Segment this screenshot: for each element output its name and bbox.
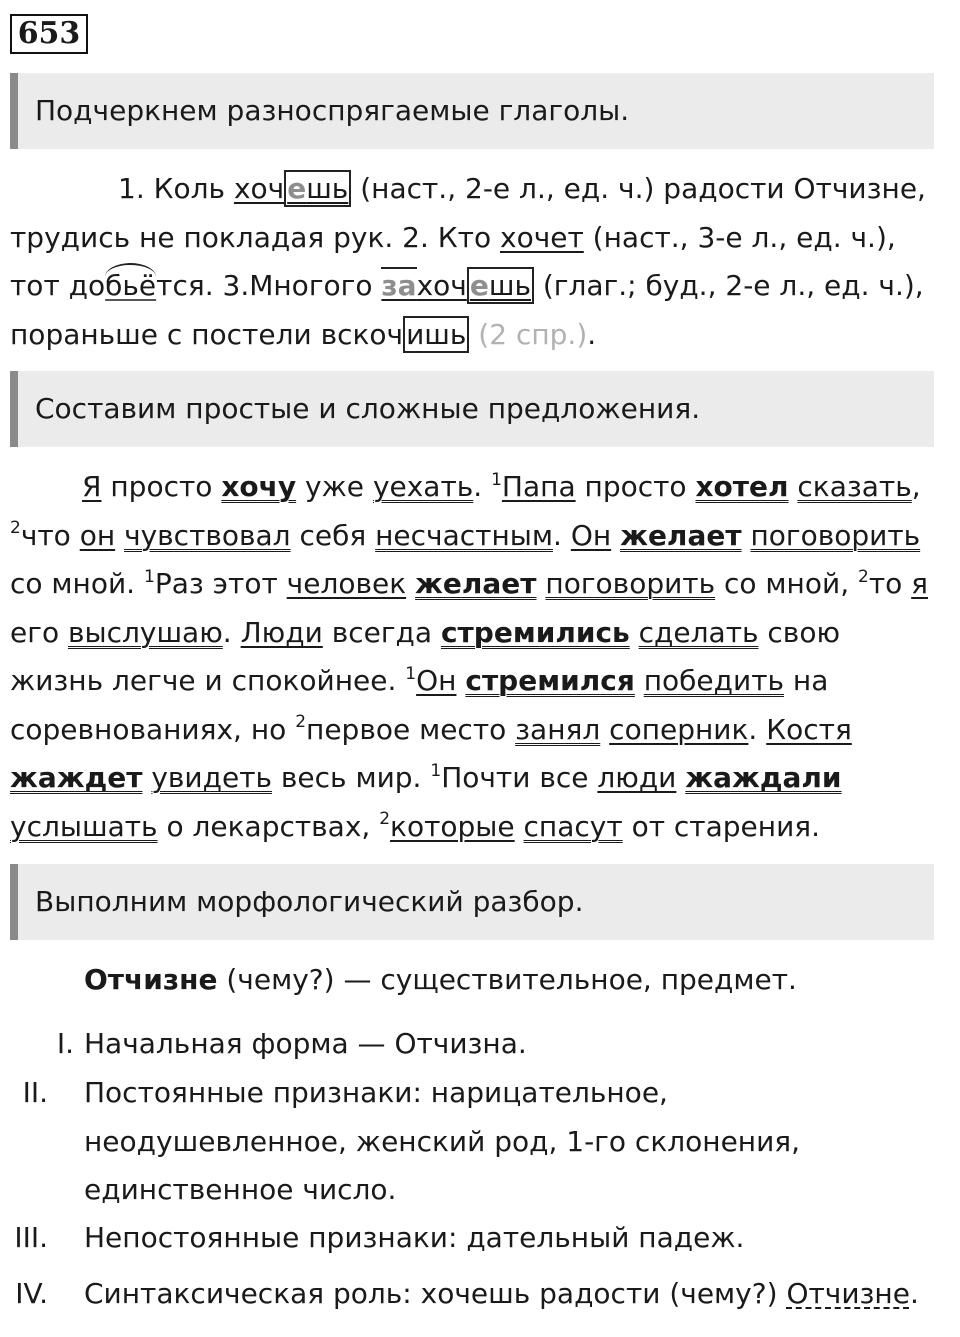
- verb-khocheshh: хоч ешь: [234, 170, 351, 207]
- task-number: 653: [10, 14, 88, 54]
- morph-word: Отчизне: [84, 963, 218, 996]
- conjugation-note: (2 спр.): [469, 317, 588, 351]
- verb-vskochish-ending: ишь: [403, 316, 469, 353]
- verb-khochet: хочет: [500, 220, 584, 254]
- section-header-sentences: Составим простые и сложные предложения.: [10, 371, 934, 447]
- verb-dobyotsya: бьё: [105, 269, 157, 302]
- section-header-morph: Выполним морфологический разбор.: [10, 864, 934, 940]
- morph-intro: Отчизне (чему?) — существительное, предмет.: [84, 963, 797, 996]
- verbs-paragraph: 1. Коль хоч ешь (наст., 2-е л., ед. ч.) радости Отчизне, трудись не покладая рук. 2. Кто хочет (наст., 3-е л., ед. ч.), тот добьётся. 3.Многого захоч ешь (глаг.; буд., 2-е л., ед. ч.), пораньше с постели вскоч ишь (2 спр.).: [10, 172, 926, 351]
- verb-zakhocheshh: захоч ешь: [381, 267, 534, 304]
- sentences-paragraph: Я просто хочу уже уехать. $^1$Папа просто хотел сказать, $^2$что он чувствовал себя несчастным. Он желает поговорить со мной. $^1$Раз этот человек желает поговорить со мной, $^2$то я его выслушаю. Люди всегда стремились сделать свою жизнь легче и спокойнее. $^1$Он стремился победить на соревнованиях, но $^2$первое место занял соперник. Костя жаждет увидеть весь мир. $^1$Почти все люди жаждали услышать о лекарствах, $^2$которые спасут от старения.: [10, 469, 929, 843]
- role-word: Отчизне: [786, 1277, 910, 1310]
- section-header-verbs: Подчеркнем разноспрягаемые глаголы.: [10, 73, 934, 149]
